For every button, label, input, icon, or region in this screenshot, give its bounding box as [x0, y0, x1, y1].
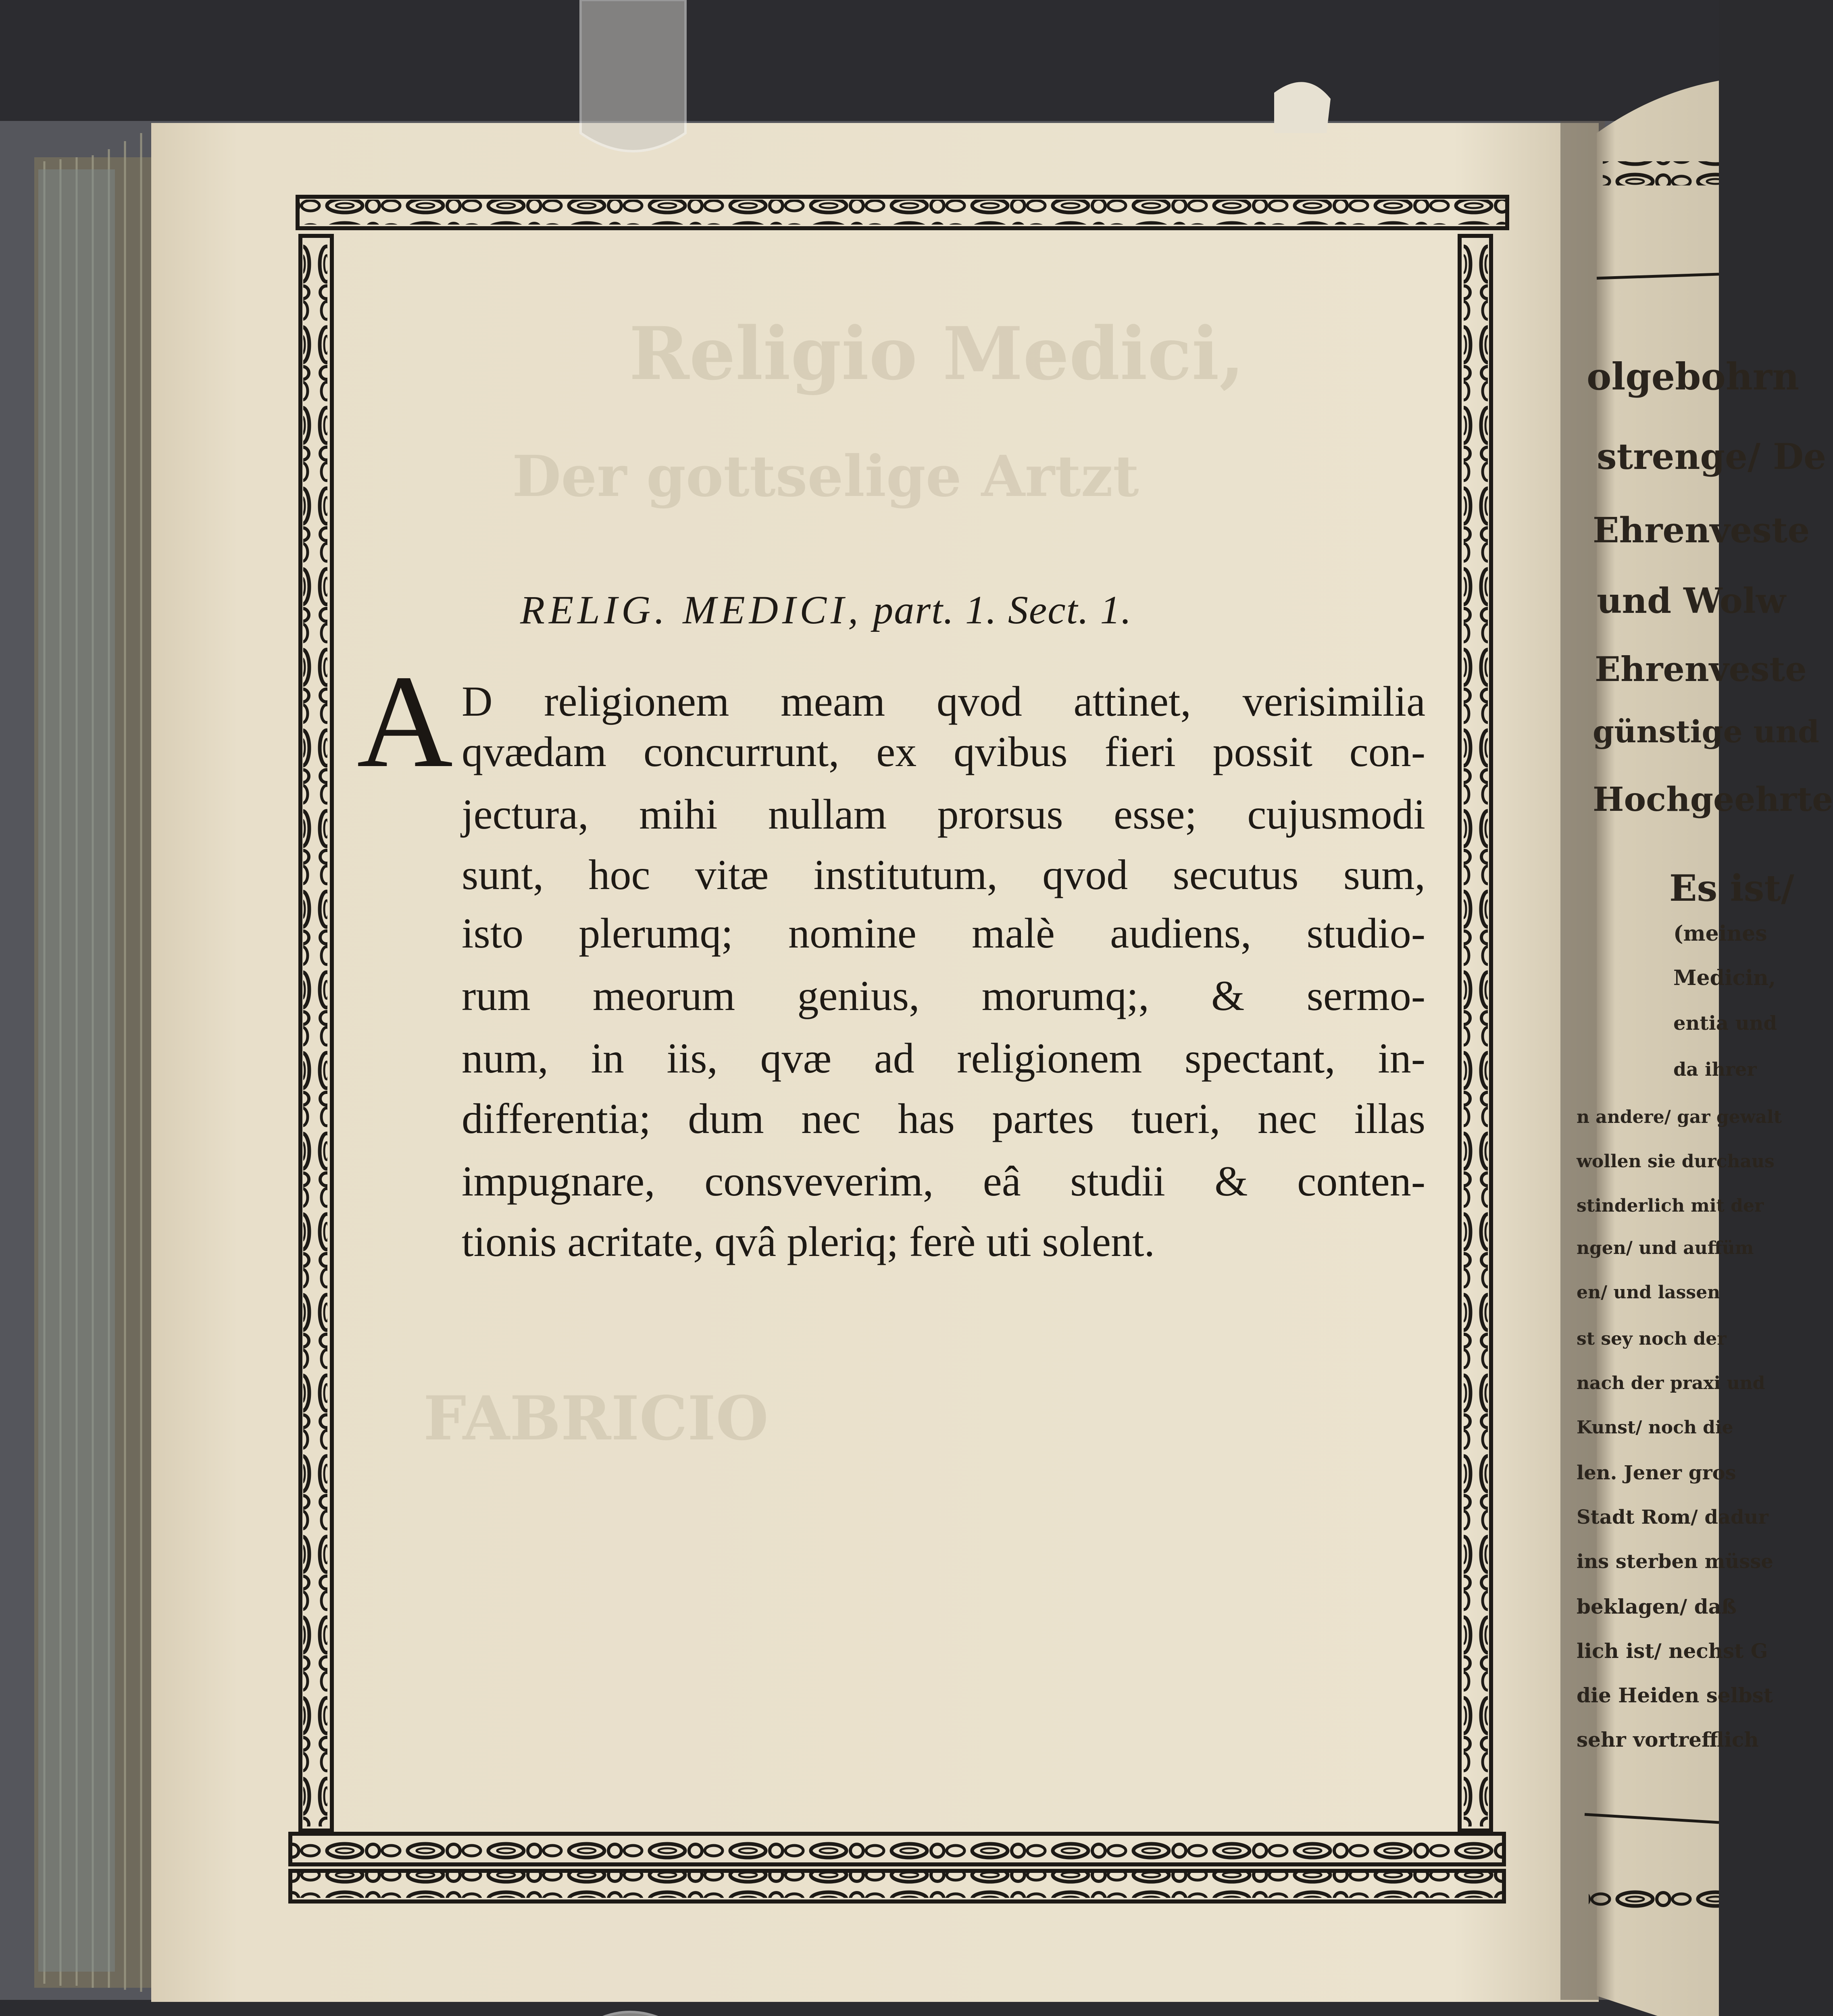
facing-line: Ehrenveste	[1595, 649, 1807, 689]
body-line: differentia; dum nec has partes tueri, nec illas	[462, 1095, 1425, 1142]
facing-line: Medicin,	[1673, 966, 1776, 990]
page-heading	[520, 587, 1335, 633]
body-line: rum meorum genius, morumq;, & sermo-	[462, 972, 1425, 1019]
facing-line: (meines	[1673, 921, 1767, 946]
facing-line: Ehrenveste	[1593, 510, 1810, 551]
facing-line: günstige und	[1593, 714, 1820, 750]
facing-line: Stadt Rom/ dadur	[1577, 1506, 1768, 1529]
facing-line: n andere/ gar gewalt	[1577, 1107, 1782, 1127]
facing-line: strenge/ De	[1597, 435, 1827, 477]
facing-line: ngen/ und auffüm	[1577, 1238, 1754, 1258]
heading-locator: part. 1. Sect. 1.	[873, 587, 1132, 632]
facing-line: lich ist/ nechst G	[1577, 1639, 1768, 1663]
body-line: jectura, mihi nullam prorsus esse; cujusmodi	[462, 791, 1425, 838]
body-line: tionis acritate, qvâ pleriq; ferè uti solent.	[462, 1218, 1155, 1265]
facing-line: olgebohrn	[1587, 355, 1800, 398]
facing-line: die Heiden selbst	[1577, 1683, 1773, 1707]
facing-line: entia und	[1673, 1012, 1777, 1035]
body-line: D religionem meam qvod attinet, verisimilia	[462, 678, 1425, 725]
facing-line: len. Jener gros	[1577, 1462, 1736, 1484]
facing-line: wollen sie durchaus	[1577, 1151, 1775, 1172]
facing-line: en/ und lassen	[1577, 1282, 1721, 1303]
facing-line: st sey noch der	[1577, 1329, 1727, 1349]
body-line: num, in iis, qvæ ad religionem spectant, in-	[462, 1035, 1425, 1082]
drop-cap: A	[357, 648, 453, 795]
facing-line: Es ist/	[1669, 867, 1794, 910]
facing-line: sehr vortrefflich	[1577, 1728, 1759, 1752]
facing-line: Hochgeehrte	[1593, 780, 1833, 819]
svg-text:Religio Medici,: Religio Medici,	[629, 311, 1245, 396]
facing-line: nach der praxi und	[1577, 1373, 1765, 1393]
body-line: isto plerumq; nomine malè audiens, studio-	[462, 910, 1425, 957]
body-line: sunt, hoc vitæ institutum, qvod secutus sum,	[462, 851, 1425, 898]
heading-title: RELIG. MEDICI,	[520, 587, 862, 632]
svg-text:FABRICIO: FABRICIO	[423, 1383, 769, 1454]
facing-line: da ihrer	[1673, 1058, 1757, 1080]
svg-text:Der gottselige Artzt: Der gottselige Artzt	[512, 444, 1139, 510]
facing-line: Kunst/ noch die	[1577, 1417, 1733, 1438]
facing-line: beklagen/ daß	[1577, 1595, 1737, 1618]
body-line: impugnare, consveverim, eâ studii & conten-	[462, 1158, 1425, 1205]
facing-line: ins sterben müsse	[1577, 1550, 1773, 1573]
facing-line: stinderlich mit der	[1577, 1195, 1764, 1216]
facing-line: und Wolw	[1597, 581, 1786, 621]
body-line: qvædam concurrunt, ex qvibus fieri possit con-	[462, 728, 1425, 775]
